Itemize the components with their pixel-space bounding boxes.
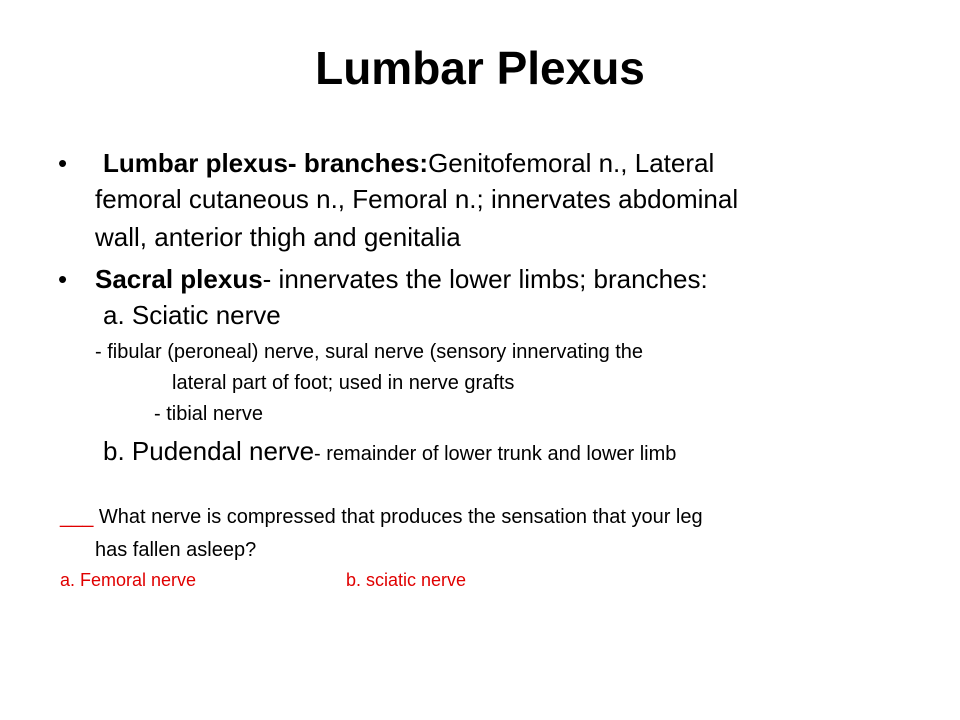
bullet-2-text: - innervates the lower limbs; branches: [262, 264, 708, 294]
sciatic-branch-2: - tibial nerve [154, 403, 263, 425]
bullet-1-line-2: femoral cutaneous n., Femoral n.; innervates abdominal [95, 184, 739, 214]
answer-b: b. sciatic nerve [346, 570, 467, 590]
sciatic-heading: a. Sciatic nerve [103, 300, 281, 330]
sciatic-branch-1b: lateral part of foot; used in nerve grafts [172, 372, 515, 394]
question-text-1: What nerve is compressed that produces the sensation that your leg [93, 506, 703, 528]
bullet-1-label: Lumbar plexus- branches: [103, 148, 429, 178]
pudendal-text: - remainder of lower trunk and lower limb [314, 443, 677, 465]
question-line-2: has fallen asleep? [95, 539, 257, 561]
sciatic-branch-1a: - fibular (peroneal) nerve, sural nerve (sensory innervating the [95, 341, 644, 363]
bullet-2-line [95, 262, 708, 296]
slide-title: Lumbar Plexus [315, 42, 645, 94]
bullet-1-marker: • [58, 148, 68, 178]
pudendal-line [103, 434, 676, 468]
answer-blank: ___ [60, 506, 94, 528]
bullet-1-text-1: Genitofemoral n., Lateral [428, 148, 715, 178]
bullet-2-label: Sacral plexus [95, 264, 263, 294]
pudendal-heading: b. Pudendal nerve [103, 436, 315, 466]
bullet-2-marker: • [58, 264, 68, 294]
bullet-1-line-3: wall, anterior thigh and genitalia [95, 222, 461, 252]
question-line-1 [60, 504, 703, 530]
answer-a: a. Femoral nerve [60, 570, 197, 590]
bullet-1-line-1 [103, 146, 714, 180]
